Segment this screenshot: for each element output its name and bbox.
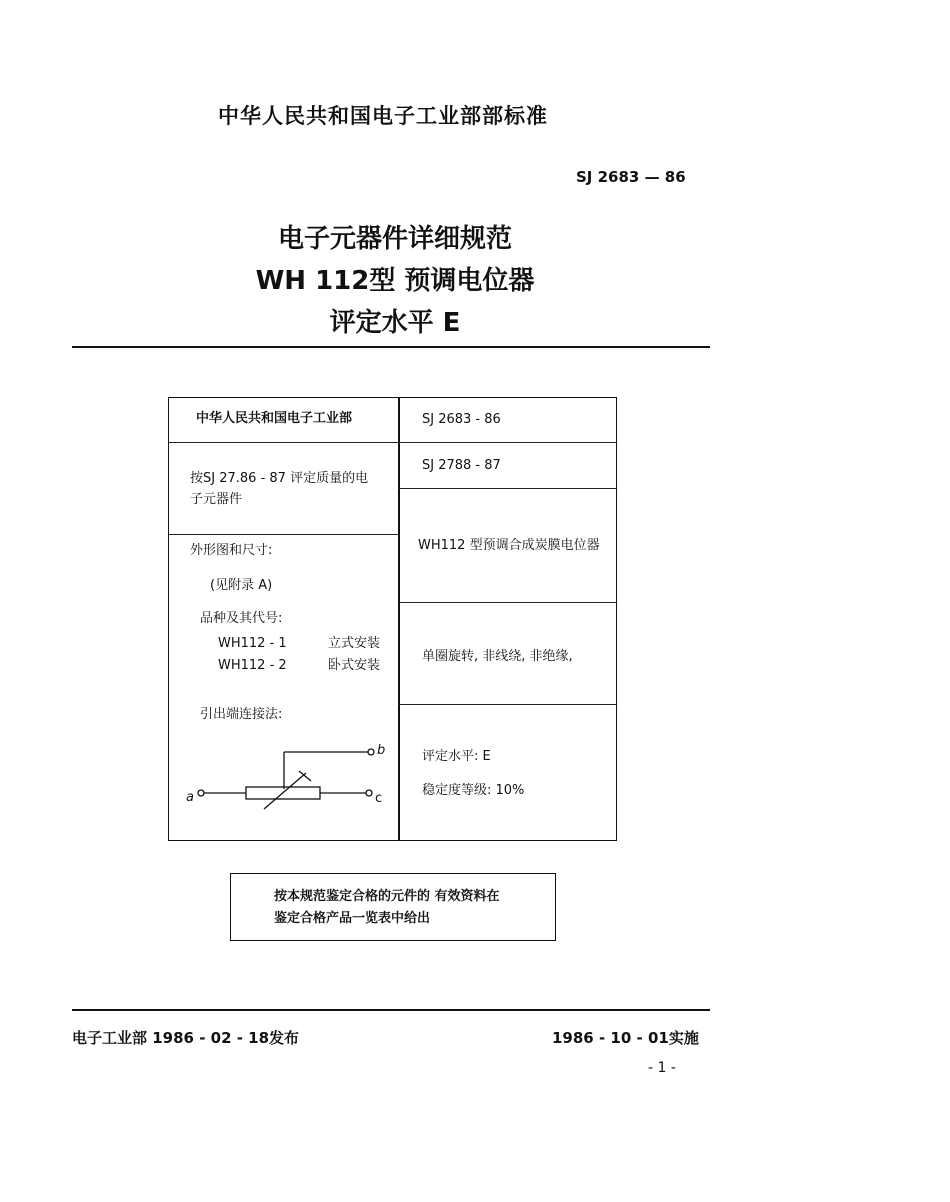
variant-code: WH112 - 2 [218,658,287,673]
variant-desc: 立式安装 [328,636,381,651]
basis-code: SJ 2788 - 87 [422,458,501,473]
terminal-a-label: a [186,790,194,805]
outline-label: 外形图和尺寸: [190,543,273,558]
footer-rule [72,1009,710,1011]
note-line-2: 鉴定合格产品一览表中给出 [274,911,431,926]
connection-label: 引出端连接法: [200,707,283,722]
assessment-level: 评定水平: E [422,749,491,764]
row-divider [398,442,617,443]
terminal-b-label: b [377,743,386,758]
row-divider [168,442,399,443]
row-divider [398,488,617,489]
title-rule [72,346,710,348]
potentiometer-schematic [180,735,395,815]
terminal-c-label: c [375,791,383,806]
outline-ref: (见附录 A) [210,578,273,593]
standard-header: 中华人民共和国电子工业部部标准 [218,104,548,128]
standard-code: SJ 2683 — 86 [576,168,686,186]
basis-line-1: 按SJ 27.86 - 87 评定质量的电 [190,471,369,486]
row-divider [398,602,617,603]
variant-code: WH112 - 1 [218,636,287,651]
page-number: - 1 - [648,1060,676,1076]
title-line-2: WH 112型 预调电位器 [255,266,535,296]
ministry-name: 中华人民共和国电子工业部 [196,411,353,426]
spec-code: SJ 2683 - 86 [422,412,501,427]
effective-date: 1986 - 10 - 01实施 [552,1029,699,1047]
table-divider [398,397,400,841]
issue-date: 电子工业部 1986 - 02 - 18发布 [72,1029,300,1047]
row-divider [168,534,399,535]
features: 单圈旋转, 非线绕, 非绝缘, [422,649,573,664]
title-line-3: 评定水平 E [329,308,461,338]
note-line-1: 按本规范鉴定合格的元件的 有效资料在 [274,889,500,904]
basis-line-2: 子元器件 [190,492,243,507]
row-divider [398,704,617,705]
variants-label: 品种及其代号: [200,611,283,626]
variant-desc: 卧式安装 [328,658,381,673]
product-name: WH112 型预调合成炭膜电位器 [418,538,600,553]
stability-class: 稳定度等级: 10% [422,783,525,798]
title-line-1: 电子元器件详细规范 [277,224,512,254]
